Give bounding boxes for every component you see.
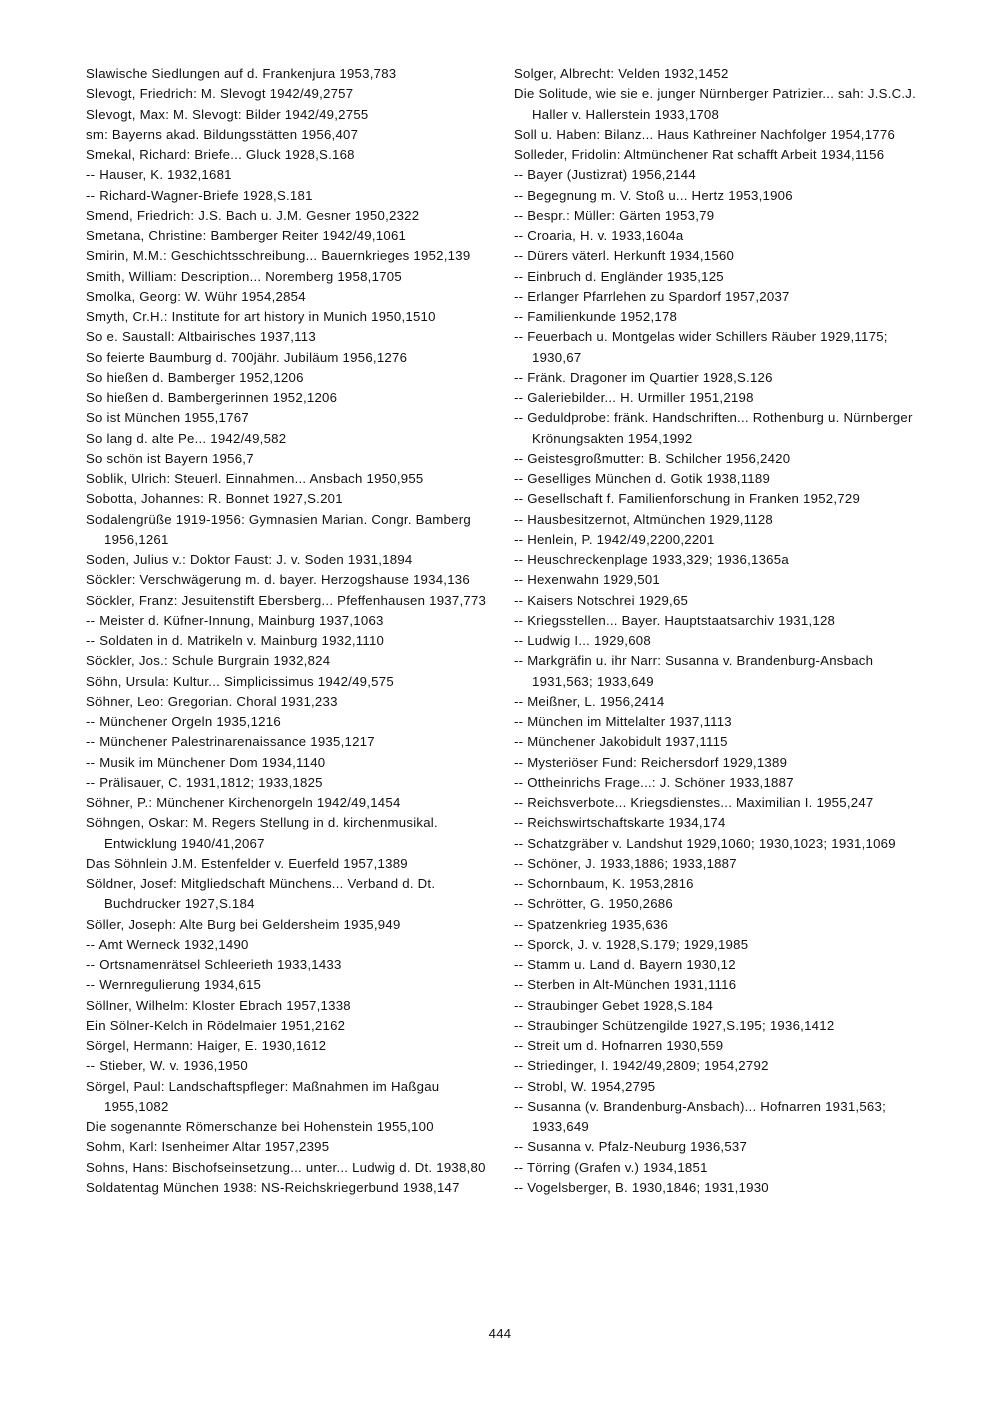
index-column-left: [86, 64, 506, 1198]
index-entry: So e. Saustall: Altbairisches 1937,113: [86, 329, 316, 345]
index-entry: -- Ortsnamenrätsel Schleerieth 1933,1433: [86, 957, 342, 972]
index-entry: Söhn, Ursula: Kultur... Simplicissimus 1942/49,575: [86, 673, 394, 689]
index-entry: -- Fränk. Dragoner im Quartier 1928,S.126: [514, 369, 773, 385]
index-entry: -- Markgräfin u. ihr Narr: Susanna v. Brandenburg-Ansbach 1931,563; 1933,649: [514, 653, 874, 689]
index-entry: -- Einbruch d. Engländer 1935,125: [514, 268, 724, 284]
index-entry: -- Striedinger, I. 1942/49,2809; 1954,2792: [514, 1058, 769, 1074]
index-entry: -- Feuerbach u. Montgelas wider Schillers Räuber 1929,1175; 1930,67: [514, 329, 888, 365]
index-entry: -- Bespr.: Müller: Gärten 1953,79: [514, 207, 715, 223]
index-entry: Die Solitude, wie sie e. junger Nürnberger Patrizier... sah: J.S.C.J. Haller v. Hallerstein 1933,1708: [514, 86, 917, 122]
index-entry: -- Reichsverbote... Kriegsdienstes... Maximilian I. 1955,247: [514, 795, 874, 810]
index-column-right: [514, 64, 934, 1198]
index-entry: -- Bayer (Justizrat) 1956,2144: [514, 167, 696, 183]
index-entry: Smolka, Georg: W. Wühr 1954,2854: [86, 288, 306, 304]
index-entry: Slevogt, Friedrich: M. Slevogt 1942/49,2757: [86, 86, 354, 102]
index-entry: -- Stamm u. Land d. Bayern 1930,12: [514, 957, 736, 972]
index-entry: -- Begegnung m. V. Stoß u... Hertz 1953,1906: [514, 187, 793, 203]
index-entry: -- Gesellschaft f. Familienforschung in Franken 1952,729: [514, 491, 861, 507]
index-entry: Söllner, Wilhelm: Kloster Ebrach 1957,1338: [86, 997, 351, 1013]
index-entry: -- Familienkunde 1952,178: [514, 309, 678, 324]
index-entry: -- Henlein, P. 1942/49,2200,2201: [514, 531, 715, 547]
index-entry: -- Münchener Jakobidult 1937,1115: [514, 734, 728, 750]
index-entry: Söhner, P.: Münchener Kirchenorgeln 1942/49,1454: [86, 795, 401, 810]
index-entry: -- Streit um d. Hofnarren 1930,559: [514, 1038, 724, 1053]
index-entry: Söckler, Franz: Jesuitenstift Ebersberg... Pfeffenhausen 1937,773: [86, 592, 487, 608]
index-entry: Smirin, M.M.: Geschichtsschreibung... Bauernkrieges 1952,139: [86, 248, 471, 264]
index-entry: -- Hexenwahn 1929,501: [514, 572, 661, 588]
index-entry: -- Ludwig I... 1929,608: [514, 633, 651, 648]
index-entry: -- Geduldprobe: fränk. Handschriften... Rothenburg u. Nürnberger Krönungsakten 1954,1992: [514, 410, 913, 446]
index-entry: Soldatentag München 1938: NS-Reichskriegerbund 1938,147: [86, 1179, 460, 1195]
index-entry: -- Geselliges München d. Gotik 1938,1189: [514, 471, 771, 486]
index-entry: -- Kriegsstellen... Bayer. Hauptstaatsarchiv 1931,128: [514, 612, 836, 628]
index-entry: -- Ottheinrichs Frage...: J. Schöner 1933,1887: [514, 774, 794, 790]
index-entry: -- Münchener Orgeln 1935,1216: [86, 714, 281, 729]
index-entry: -- Törring (Grafen v.) 1934,1851: [514, 1159, 708, 1175]
index-entry: -- Soldaten in d. Matrikeln v. Mainburg 1932,1110: [86, 633, 385, 648]
index-entry: -- Spatzenkrieg 1935,636: [514, 916, 669, 932]
index-entry: Smekal, Richard: Briefe... Gluck 1928,S.168: [86, 147, 355, 162]
index-entry: -- Galeriebilder... H. Urmiller 1951,2198: [514, 390, 754, 405]
index-entry: -- Meister d. Küfner-Innung, Mainburg 1937,1063: [86, 612, 384, 628]
index-entry: -- Strobl, W. 1954,2795: [514, 1078, 656, 1094]
index-entry: -- Schrötter, G. 1950,2686: [514, 896, 673, 912]
index-entry: -- Amt Werneck 1932,1490: [86, 936, 249, 952]
index-entry: -- Schöner, J. 1933,1886; 1933,1887: [514, 855, 737, 871]
index-entry: -- Schornbaum, K. 1953,2816: [514, 876, 694, 891]
index-entry: Söhngen, Oskar: M. Regers Stellung in d. kirchenmusikal. Entwicklung 1940/41,2067: [86, 815, 438, 851]
index-entry: Smend, Friedrich: J.S. Bach u. J.M. Gesner 1950,2322: [86, 207, 420, 223]
index-entry: -- Stieber, W. v. 1936,1950: [86, 1058, 248, 1074]
index-entry: -- Straubinger Schützengilde 1927,S.195; 1936,1412: [514, 1017, 835, 1033]
index-entry: Soll u. Haben: Bilanz... Haus Kathreiner Nachfolger 1954,1776: [514, 126, 896, 142]
index-entry: So hießen d. Bamberger 1952,1206: [86, 369, 304, 385]
index-entry: -- Münchener Palestrinarenaissance 1935,1217: [86, 734, 375, 750]
index-entry: Sohns, Hans: Bischofseinsetzung... unter... Ludwig d. Dt. 1938,80: [86, 1159, 486, 1175]
index-entry: Solleder, Fridolin: Altmünchener Rat schafft Arbeit 1934,1156: [514, 147, 885, 162]
index-entry: -- Kaisers Notschrei 1929,65: [514, 592, 689, 608]
index-entry: So feierte Baumburg d. 700jähr. Jubiläum 1956,1276: [86, 349, 408, 365]
index-entry: Sörgel, Hermann: Haiger, E. 1930,1612: [86, 1038, 327, 1053]
index-entry: -- Dürers väterl. Herkunft 1934,1560: [514, 248, 735, 264]
index-entry: So ist München 1955,1767: [86, 410, 249, 426]
index-entry: -- Hauser, K. 1932,1681: [86, 167, 232, 183]
index-entry: -- Straubinger Gebet 1928,S.184: [514, 997, 714, 1013]
index-entry: Sodalengrüße 1919-1956: Gymnasien Marian. Congr. Bamberg 1956,1261: [86, 511, 471, 547]
index-entry: -- Prälisauer, C. 1931,1812; 1933,1825: [86, 774, 323, 790]
index-entry: So hießen d. Bambergerinnen 1952,1206: [86, 390, 338, 405]
index-entry: -- Mysteriöser Fund: Reichersdorf 1929,1389: [514, 754, 788, 770]
index-entry: So schön ist Bayern 1956,7: [86, 450, 254, 466]
index-entry: Sobotta, Johannes: R. Bonnet 1927,S.201: [86, 491, 343, 507]
index-entry: -- Wernregulierung 1934,615: [86, 977, 262, 993]
index-entry: Smyth, Cr.H.: Institute for art history in Munich 1950,1510: [86, 309, 436, 324]
index-entry: Sörgel, Paul: Landschaftspfleger: Maßnahmen im Haßgau 1955,1082: [86, 1078, 440, 1114]
index-entry: Söckler, Jos.: Schule Burgrain 1932,824: [86, 653, 331, 669]
index-entry: -- Croaria, H. v. 1933,1604a: [514, 228, 684, 243]
index-entry: -- Reichswirtschaftskarte 1934,174: [514, 815, 726, 831]
index-entry: So lang d. alte Pe... 1942/49,582: [86, 430, 287, 446]
index-entry: -- Geistesgroßmutter: B. Schilcher 1956,2420: [514, 450, 791, 466]
index-entry: -- Susanna v. Pfalz-Neuburg 1936,537: [514, 1139, 748, 1155]
index-entry: -- Schatzgräber v. Landshut 1929,1060; 1930,1023; 1931,1069: [514, 835, 896, 851]
page-number: 444: [488, 1326, 512, 1341]
index-entry: Ein Sölner-Kelch in Rödelmaier 1951,2162: [86, 1017, 346, 1033]
index-entry: -- Susanna (v. Brandenburg-Ansbach)... Hofnarren 1931,563; 1933,649: [514, 1098, 886, 1134]
index-entry: Slawische Siedlungen auf d. Frankenjura 1953,783: [86, 66, 397, 81]
index-entry: -- München im Mittelalter 1937,1113: [514, 714, 732, 729]
index-entry: -- Erlanger Pfarrlehen zu Spardorf 1957,2037: [514, 288, 790, 304]
index-entry: -- Vogelsberger, B. 1930,1846; 1931,1930: [514, 1179, 769, 1195]
index-entry: Solger, Albrecht: Velden 1932,1452: [514, 66, 729, 81]
index-entry: Söhner, Leo: Gregorian. Choral 1931,233: [86, 693, 338, 709]
index-entry: Söckler: Verschwägerung m. d. bayer. Herzogshause 1934,136: [86, 572, 470, 588]
index-entry: -- Sterben in Alt-München 1931,1116: [514, 977, 737, 993]
index-entry: Soblik, Ulrich: Steuerl. Einnahmen... Ansbach 1950,955: [86, 471, 424, 486]
index-entry: Das Söhnlein J.M. Estenfelder v. Euerfeld 1957,1389: [86, 855, 408, 871]
index-entry: Slevogt, Max: M. Slevogt: Bilder 1942/49,2755: [86, 106, 369, 122]
index-entry: Söldner, Josef: Mitgliedschaft Münchens... Verband d. Dt. Buchdrucker 1927,S.184: [86, 876, 436, 912]
index-entry: -- Richard-Wagner-Briefe 1928,S.181: [86, 187, 313, 203]
index-entry: -- Hausbesitzernot, Altmünchen 1929,1128: [514, 511, 774, 527]
index-entry: -- Heuschreckenplage 1933,329; 1936,1365a: [514, 552, 789, 567]
index-entry: -- Sporck, J. v. 1928,S.179; 1929,1985: [514, 936, 749, 952]
index-entry: Soden, Julius v.: Doktor Faust: J. v. Soden 1931,1894: [86, 552, 413, 567]
index-entry: sm: Bayerns akad. Bildungsstätten 1956,407: [86, 126, 359, 142]
index-entry: Söller, Joseph: Alte Burg bei Geldersheim 1935,949: [86, 916, 401, 932]
index-entry: Die sogenannte Römerschanze bei Hohenstein 1955,100: [86, 1119, 434, 1134]
index-entry: -- Meißner, L. 1956,2414: [514, 693, 665, 709]
index-entry: -- Musik im Münchener Dom 1934,1140: [86, 754, 326, 770]
index-entry: Smith, William: Description... Noremberg 1958,1705: [86, 268, 402, 284]
index-entry: Sohm, Karl: Isenheimer Altar 1957,2395: [86, 1139, 330, 1155]
index-entry: Smetana, Christine: Bamberger Reiter 1942/49,1061: [86, 228, 407, 243]
